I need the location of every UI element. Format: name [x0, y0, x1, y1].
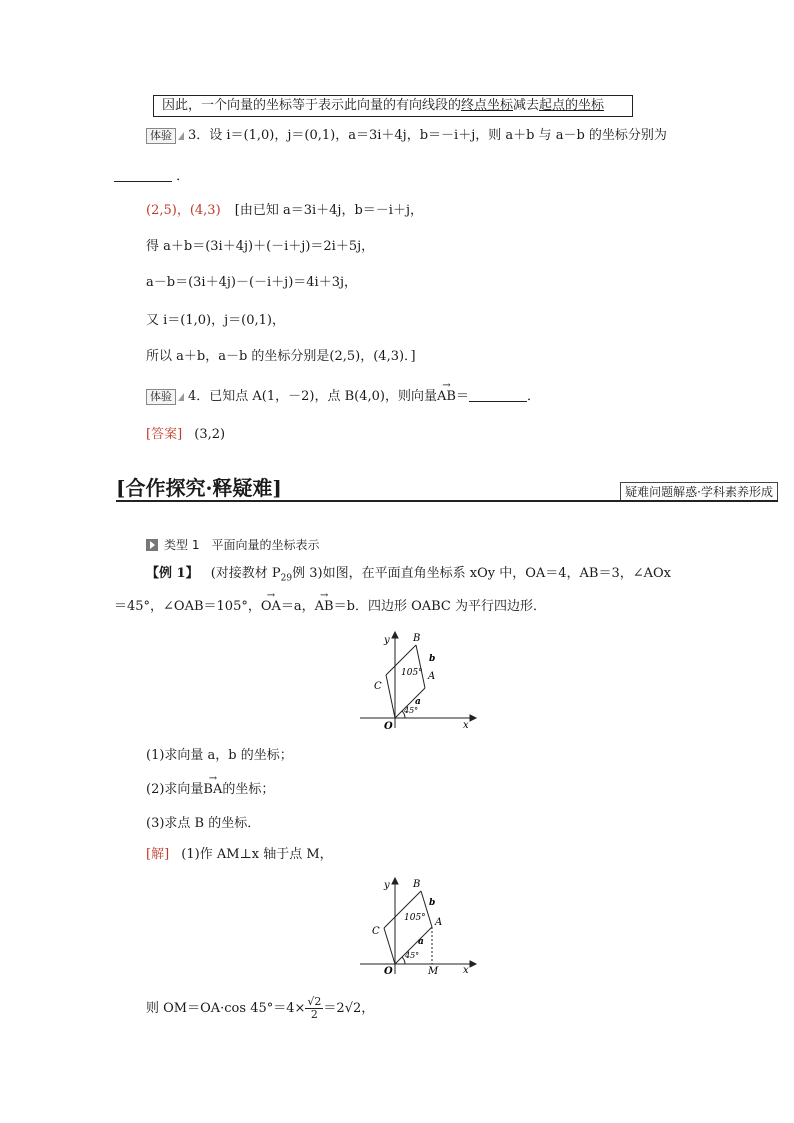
exp4-answer-label: [答案]	[146, 427, 183, 442]
conclusion-start-point: 起点的坐标	[539, 98, 605, 113]
label-vec-a: a	[418, 937, 424, 947]
label-o: O	[384, 966, 393, 977]
label-m-point: M	[428, 966, 439, 977]
vector-ba: → BA	[203, 781, 222, 799]
answer-blank	[469, 389, 527, 402]
label-vec-b: b	[429, 898, 436, 908]
solution-text-2a: 则 OM＝OA·cos 45°＝4×	[146, 1001, 306, 1016]
exp3-question	[146, 127, 667, 145]
exp3-sol-2: 得 a＋b＝(3i＋4j)＋(－i＋j)＝2i＋5j，	[146, 239, 375, 254]
label-o: O	[384, 721, 393, 732]
exp4-text-b: ＝	[455, 389, 469, 404]
vector-ab-2: → AB	[315, 598, 334, 616]
example1-text-3: ＝45°，∠OAB＝105°，	[114, 599, 261, 614]
question-2-a: (2)求向量	[146, 782, 204, 797]
play-icon	[146, 539, 158, 551]
label-angle-45: 45°	[404, 706, 419, 715]
exp3-tag: 体验	[146, 128, 176, 144]
question-2	[146, 781, 274, 799]
question-3: (3)求点 B 的坐标．	[146, 816, 261, 831]
fraction-denominator: 2	[310, 1008, 318, 1021]
label-x: x	[463, 965, 469, 976]
exp3-sol-3: a－b＝(3i＋4j)－(－i＋j)＝4i＋3j，	[146, 275, 358, 290]
exp4-tag: 体验	[146, 389, 176, 405]
solution-text-2b: ＝2√2，	[323, 1001, 375, 1016]
example1-text-2: 例 3)如图，在平面直角坐标系 xOy 中，OA＝4，AB＝3，∠AOx	[292, 566, 671, 581]
conclusion-box	[153, 95, 633, 117]
exp4-end: ．	[526, 389, 540, 404]
question-1: (1)求向量 a，b 的坐标；	[146, 748, 293, 763]
x-axis-arrow	[470, 961, 476, 967]
label-c-point: C	[372, 926, 380, 937]
exp3-text: 3．设 i＝(1,0)，j＝(0,1)，a＝3i＋4j，b＝－i＋j，则 a＋b 与 a－b 的坐标分别为	[188, 128, 667, 143]
vector-ab: → AB	[437, 388, 456, 406]
label-b-point: B	[413, 633, 421, 644]
type1-label: 类型 1 平面向量的坐标表示	[164, 538, 320, 552]
label-vec-a: a	[415, 697, 421, 707]
label-vec-b: b	[429, 654, 436, 664]
type1-heading	[146, 536, 319, 554]
parallelogram-figure	[352, 628, 478, 736]
example1-label: 【例 1】	[146, 566, 199, 581]
label-angle-45: 45°	[405, 951, 420, 960]
parallelogram-figure-with-m	[352, 874, 478, 978]
exp4-text-a: 4．已知点 A(1，－2)，点 B(4,0)，则向量	[188, 389, 437, 404]
solution-line-2	[146, 996, 374, 1022]
label-y: y	[384, 880, 390, 891]
exp3-sol-4: 又 i＝(1,0)，j＝(0,1)，	[146, 313, 285, 328]
exp3-solution-1	[146, 202, 423, 220]
example1-eq-b: ＝b．四边形 OABC 为平行四边形．	[333, 599, 546, 614]
x-axis-arrow	[470, 715, 476, 721]
solution-label: [解]	[146, 847, 170, 862]
example1-eq-a: ＝a，	[280, 599, 315, 614]
segment-co	[384, 928, 395, 964]
answer-blank	[114, 169, 172, 182]
example1-text-1: (对接教材 P	[210, 566, 281, 581]
exp3-blank-line: ．	[114, 168, 189, 186]
label-x: x	[463, 720, 469, 731]
tag-corner-icon	[178, 132, 184, 140]
segment-co	[386, 675, 395, 718]
segment-ab	[416, 645, 425, 688]
label-a-point: A	[435, 917, 443, 928]
exp3-sol-1: [由已知 a＝3i＋4j，b＝－i＋j，	[234, 203, 423, 218]
section-title: [合作探究·释疑难]	[116, 476, 282, 500]
example1-line1	[146, 565, 671, 588]
fraction-numerator: √2	[307, 995, 322, 1008]
label-y: y	[384, 635, 390, 646]
label-angle-105: 105°	[404, 913, 426, 923]
question-2-b: 的坐标；	[222, 782, 275, 797]
exp3-sol-5: 所以 a＋b，a－b 的坐标分别是(2,5)，(4,3)．]	[146, 349, 416, 364]
exp4-answer: (3,2)	[194, 427, 226, 442]
exp4-answer-line	[146, 426, 225, 444]
label-a-point: A	[428, 671, 436, 682]
section-subtitle: 疑难问题解惑·学科素养形成	[620, 482, 778, 502]
vector-oa: → OA	[261, 598, 281, 616]
label-b-point: B	[413, 879, 421, 890]
conclusion-prefix: 因此，一个向量的坐标等于表示此向量的有向线段的	[162, 98, 462, 113]
conclusion-minus: 减去	[513, 98, 540, 113]
y-axis-arrow	[392, 632, 398, 638]
conclusion-end-point: 终点坐标	[461, 98, 514, 113]
section-rule	[116, 500, 778, 502]
y-axis-arrow	[392, 878, 398, 884]
label-c-point: C	[374, 681, 382, 692]
exp3-answer: (2,5)，(4,3)	[146, 203, 221, 218]
exp4-question	[146, 388, 540, 406]
tag-corner-icon	[178, 393, 184, 401]
label-angle-105: 105°	[401, 668, 423, 678]
example1-line2	[114, 598, 546, 616]
example1-text-sub: 29	[280, 573, 293, 584]
fraction	[305, 996, 323, 1021]
solution-line-1	[146, 846, 333, 864]
solution-text-1: (1)作 AM⊥x 轴于点 M，	[181, 847, 333, 862]
